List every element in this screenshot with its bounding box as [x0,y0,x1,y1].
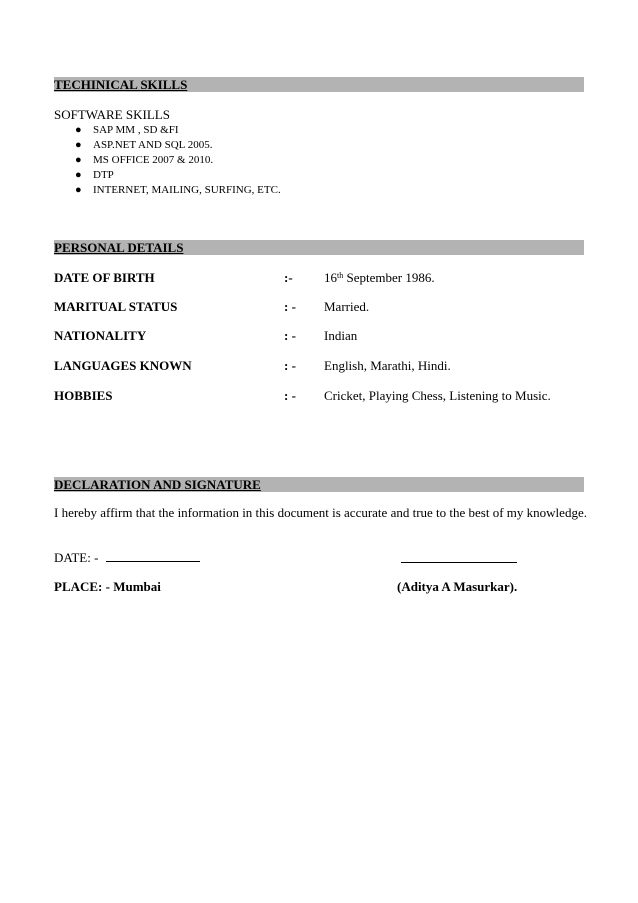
section-heading-technical-skills [54,77,584,92]
detail-label: LANGUAGES KNOWN [54,358,192,373]
list-item: ● ASP.NET AND SQL 2005. [75,139,213,151]
detail-value: Cricket, Playing Chess, Listening to Music. [324,388,551,403]
software-skills-list [54,123,281,198]
detail-row-date-of-birth [54,270,584,286]
signature-line [401,549,517,563]
bullet-icon: ● [75,154,82,166]
section-heading-text: PERSONAL DETAILS [54,240,184,255]
section-heading-declaration [54,477,584,492]
detail-value: Indian [324,328,358,343]
list-item: ● INTERNET, MAILING, SURFING, ETC. [75,184,281,196]
detail-separator: : - [284,299,296,314]
software-skills-heading: SOFTWARE SKILLS [54,107,170,122]
detail-row-nationality [54,328,584,344]
date-label: DATE: - [54,550,99,565]
list-item: ● SAP MM , SD &FI [75,124,179,136]
place-label: PLACE: - Mumbai [54,579,161,594]
detail-row-hobbies [54,388,584,404]
list-item: ● MS OFFICE 2007 & 2010. [75,154,214,166]
detail-label: NATIONALITY [54,328,147,343]
list-item: ● DTP [75,169,114,181]
detail-separator: : - [284,388,296,403]
bullet-icon: ● [75,139,82,151]
detail-value: 16th September 1986. [324,270,435,285]
detail-separator: :- [284,270,293,285]
detail-separator: : - [284,328,296,343]
detail-row-marital-status [54,299,584,315]
section-heading-text: DECLARATION AND SIGNATURE [54,477,261,492]
detail-separator: : - [284,358,296,373]
detail-value: English, Marathi, Hindi. [324,358,451,373]
declaration-text: I hereby affirm that the information in this document is accurate and true to the best of my knowledge. [54,505,587,520]
bullet-icon: ● [75,169,82,181]
detail-row-languages-known [54,358,584,374]
detail-label: MARITUAL STATUS [54,299,178,314]
detail-value: Married. [324,299,370,314]
bullet-icon: ● [75,124,82,136]
date-blank-line [106,549,200,562]
detail-label: DATE OF BIRTH [54,270,155,285]
date-field [54,549,200,565]
detail-label: HOBBIES [54,388,113,403]
section-heading-text: TECHINICAL SKILLS [54,77,188,92]
section-heading-personal-details [54,240,584,255]
bullet-icon: ● [75,184,82,196]
signature-name: (Aditya A Masurkar). [397,579,518,594]
